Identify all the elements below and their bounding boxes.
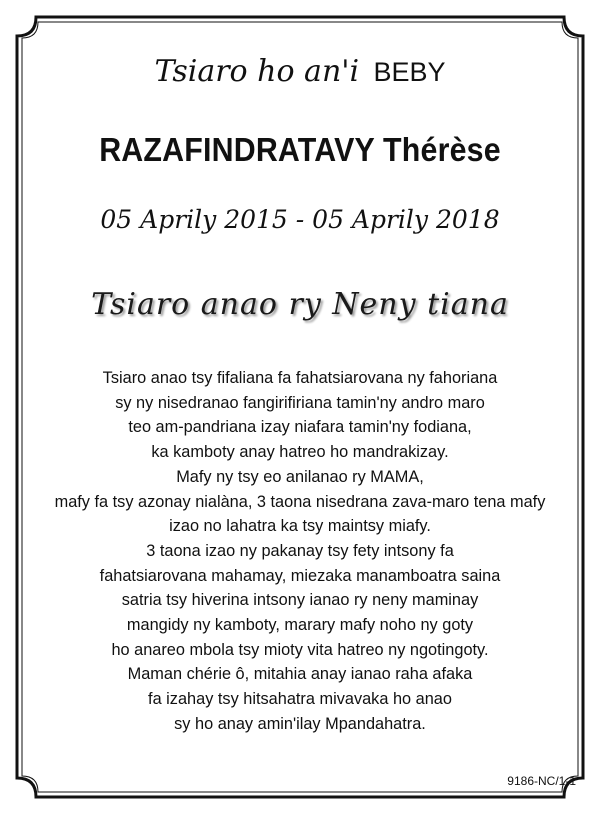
poem-line: sy ho anay amin'ilay Mpandahatra. bbox=[174, 713, 426, 733]
poem-line: Tsiaro anao tsy fifaliana fa fahatsiarovana ny fahoriana bbox=[102, 368, 498, 387]
memorial-notice bbox=[14, 14, 586, 800]
deceased-name: RAZAFINDRATAVY Thérèse bbox=[99, 131, 501, 168]
poem-line: sy ny nisedranao fangirifiriana tamin'ny andro maro bbox=[115, 392, 485, 412]
nickname: BEBY bbox=[373, 57, 446, 87]
poem-line: Maman chérie ô, mitahia anay ianao raha afaka bbox=[127, 664, 473, 684]
reference-code: 9186-NC/1-1 bbox=[507, 774, 576, 788]
poem-line: 3 taona izao ny pakanay tsy fety intsony fa bbox=[146, 540, 454, 560]
memorial-heading bbox=[14, 54, 586, 90]
memorial-prefix: Tsiaro ho an'i bbox=[154, 54, 360, 89]
poem-line: fahatsiarovana mahamay, miezaka manamboatra saina bbox=[99, 565, 501, 585]
memorial-dates: 05 Aprily 2015 - 05 Aprily 2018 bbox=[100, 205, 500, 234]
memory-title: Tsiaro anao ry Neny tiana bbox=[91, 287, 509, 322]
poem-line: mangidy ny kamboty, marary mafy noho ny goty bbox=[126, 615, 474, 635]
poem-line: satria tsy hiverina intsony ianao ry neny maminay bbox=[121, 590, 479, 610]
poem-text bbox=[25, 366, 574, 737]
poem-line: Mafy ny tsy eo anilanao ry MAMA, bbox=[176, 466, 424, 486]
poem-line: mafy fa tsy azonay nialàna, 3 taona nisedrana zava-maro tena mafy bbox=[54, 491, 546, 511]
poem-line: fa izahay tsy hitsahatra mivavaka ho anao bbox=[148, 689, 452, 709]
poem-line: ho anareo mbola tsy mioty vita hatreo ny ngotingoty. bbox=[111, 639, 489, 659]
poem-line: ka kamboty anay hatreo ho mandrakizay. bbox=[151, 442, 449, 462]
poem-line: izao no lahatra ka tsy maintsy miafy. bbox=[169, 516, 431, 536]
poem-line: teo am-pandriana izay niafara tamin'ny fodiana, bbox=[128, 417, 472, 437]
